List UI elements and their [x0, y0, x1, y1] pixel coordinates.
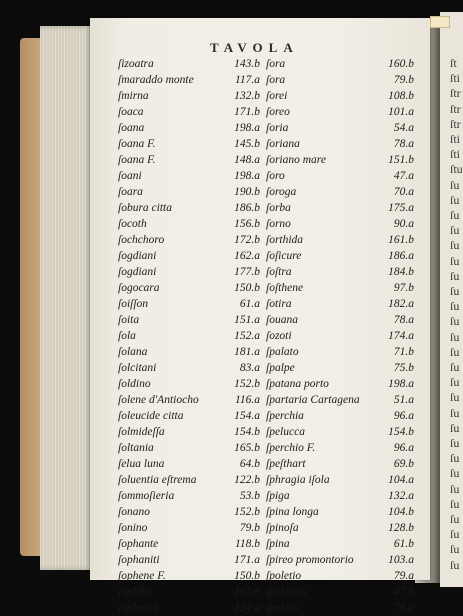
index-entry	[118, 120, 260, 136]
facing-page-text-fragment: ſu	[450, 299, 460, 314]
index-entry	[118, 360, 260, 376]
index-entry	[118, 584, 260, 600]
entry-reference: 182.a	[388, 298, 414, 310]
entry-reference: 64.b	[239, 458, 260, 470]
facing-page	[440, 12, 463, 587]
facing-page-text-fragment: ſu	[450, 451, 460, 466]
entry-name: ſpatana porto	[266, 378, 329, 390]
entry-name: ſpiga	[266, 490, 290, 502]
entry-reference: 83.a	[239, 362, 260, 374]
entry-reference: 171.b	[234, 106, 260, 118]
entry-name: ſouana	[266, 314, 298, 326]
index-entry	[118, 184, 260, 200]
entry-name: ſpalato	[266, 346, 299, 358]
entry-reference: 150.b	[234, 570, 260, 582]
index-entry	[118, 520, 260, 536]
facing-page-text-fragment: ſt	[450, 56, 457, 70]
entry-reference: 104.a	[388, 474, 414, 486]
entry-reference: 154.b	[388, 426, 414, 438]
index-entry	[118, 152, 260, 168]
index-entry	[266, 504, 414, 520]
facing-page-text-fragment: ſu	[450, 420, 460, 435]
index-entry	[118, 232, 260, 248]
facing-page-text-fragment: ſu	[450, 192, 460, 207]
entry-name: ſorthida	[266, 234, 304, 246]
entry-name: ſogocara	[118, 282, 160, 294]
entry-name: ſommoſieria	[118, 490, 175, 502]
entry-reference: 75.b	[393, 362, 414, 374]
facing-page-text-fragment: ſti	[450, 71, 461, 86]
entry-reference: 118.b	[234, 538, 260, 550]
index-entry	[266, 568, 414, 584]
index-entry	[266, 408, 414, 424]
entry-name: ſoana	[118, 122, 145, 134]
index-entry	[118, 168, 260, 184]
index-entry	[118, 408, 260, 424]
facing-page-text-fragment: ſu	[450, 208, 460, 222]
facing-page-text-fragment: ſu	[450, 238, 460, 253]
entry-reference: 116.a	[234, 394, 260, 406]
entry-reference: 152.b	[234, 506, 260, 518]
facing-page-text-fragment: ſtr	[450, 101, 461, 116]
entry-name: ſotira	[266, 298, 292, 310]
entry-reference: 132.a	[388, 490, 414, 502]
entry-name: ſoara	[118, 186, 143, 198]
index-entry	[266, 72, 414, 88]
facing-page-text-fragment: ſu	[450, 329, 460, 344]
index-entry	[266, 88, 414, 104]
entry-name: ſpoletio	[266, 570, 302, 582]
index-entry	[266, 216, 414, 232]
entry-name: ſonano	[118, 506, 150, 518]
entry-reference: 174.a	[388, 330, 414, 342]
facing-page-text-fragment: ſtr	[450, 116, 461, 131]
entry-name: ſoita	[118, 314, 140, 326]
index-entry	[118, 56, 260, 72]
entry-name: ſola	[118, 330, 136, 342]
entry-reference: 108.b	[388, 90, 414, 102]
entry-reference: 79.b	[239, 522, 260, 534]
entry-reference: 161.b	[388, 234, 414, 246]
index-entry	[118, 504, 260, 520]
entry-name: ſpartaria Cartagena	[266, 394, 360, 406]
facing-page-text-fragment: ſu	[450, 481, 460, 496]
index-entry	[118, 88, 260, 104]
index-entry	[266, 56, 414, 72]
entry-name: ſmirna	[118, 90, 149, 102]
entry-reference: 151.a	[234, 314, 260, 326]
index-column-right	[266, 56, 414, 616]
index-entry	[266, 456, 414, 472]
entry-name: ſophucci	[118, 602, 158, 614]
entry-reference: 132.b	[234, 90, 260, 102]
entry-name: ſoria	[266, 122, 289, 134]
index-entry	[118, 552, 260, 568]
entry-name: ſpalpe	[266, 362, 295, 374]
entry-name: ſoaca	[118, 106, 144, 118]
entry-reference: 184.b	[388, 266, 414, 278]
entry-reference: 145.b	[234, 138, 260, 150]
entry-reference: 190.b	[234, 186, 260, 198]
entry-reference: 154.b	[234, 426, 260, 438]
index-entry	[266, 184, 414, 200]
entry-name: ſphragia iſola	[266, 474, 330, 486]
entry-reference: 167.b	[234, 586, 260, 598]
index-entry	[118, 72, 260, 88]
entry-name: ſophtha	[118, 586, 154, 598]
entry-name: ſoſthene	[266, 282, 304, 294]
index-entry	[266, 376, 414, 392]
entry-name: ſpina longa	[266, 506, 319, 518]
index-entry	[118, 424, 260, 440]
facing-page-text-fragment: ſu	[450, 314, 460, 329]
index-entry	[266, 424, 414, 440]
entry-name: ſpinoſa	[266, 522, 299, 534]
entry-name: ſoltania	[118, 442, 154, 454]
facing-page-text-fragment: ſu	[450, 512, 460, 526]
entry-name: ſolene d'Antiocho	[118, 394, 199, 406]
entry-name: ſoroga	[266, 186, 297, 198]
entry-name: ſorno	[266, 218, 291, 230]
entry-reference: 47.b	[393, 586, 414, 598]
index-entry	[118, 536, 260, 552]
index-entry	[266, 488, 414, 504]
entry-reference: 96.a	[393, 442, 414, 454]
entry-name: ſochchoro	[118, 234, 165, 246]
index-entry	[266, 200, 414, 216]
index-entry	[266, 280, 414, 296]
index-entry	[118, 392, 260, 408]
entry-reference: 90.a	[393, 218, 414, 230]
entry-name: ſpireo promontorio	[266, 554, 354, 566]
facing-page-text-fragment: ſu	[450, 436, 460, 450]
facing-page-text-fragment: ſti	[450, 132, 461, 146]
page-edges	[40, 26, 94, 570]
entry-name: ſoriano mare	[266, 154, 326, 166]
entry-reference: 151.b	[388, 154, 414, 166]
index-entry	[266, 296, 414, 312]
entry-name: ſorba	[266, 202, 291, 214]
entry-reference: 61.b	[393, 538, 414, 550]
index-entry	[118, 472, 260, 488]
index-entry	[118, 248, 260, 264]
index-entry	[118, 344, 260, 360]
entry-name: ſoſtra	[266, 266, 292, 278]
entry-name: ſophene F.	[118, 570, 166, 582]
index-entry	[266, 168, 414, 184]
entry-reference: 78.a	[393, 138, 414, 150]
entry-name: ſizoatra	[118, 58, 154, 70]
entry-name: ſolana	[118, 346, 148, 358]
entry-reference: 143.b	[234, 58, 260, 70]
entry-reference: 70.a	[393, 186, 414, 198]
index-entry	[118, 280, 260, 296]
entry-name: ſpoleto	[266, 602, 298, 614]
index-entry	[118, 488, 260, 504]
facing-page-text-fragment: ſu	[450, 375, 460, 390]
index-entry	[118, 440, 260, 456]
entry-reference: 54.a	[393, 122, 414, 134]
index-entry	[266, 120, 414, 136]
index-entry	[266, 472, 414, 488]
entry-name: ſpoletino	[266, 586, 307, 598]
entry-name: ſoſicure	[266, 250, 302, 262]
entry-name: ſpina	[266, 538, 290, 550]
entry-reference: 172.b	[234, 234, 260, 246]
facing-page-text-fragment: ſu	[450, 284, 460, 298]
facing-page-text-fragment: ſu	[450, 390, 460, 405]
entry-reference: 103.a	[388, 554, 414, 566]
facing-page-text-fragment: ſu	[450, 527, 460, 542]
entry-reference: 181.a	[234, 346, 260, 358]
entry-reference: 198.a	[234, 122, 260, 134]
facing-page-text-fragment: ſtr	[450, 86, 461, 101]
entry-name: ſoldino	[118, 378, 151, 390]
facing-page-text-fragment: ſu	[450, 466, 460, 481]
entry-reference: 47.a	[393, 170, 414, 182]
index-entry	[266, 584, 414, 600]
entry-name: ſoriana	[266, 138, 300, 150]
entry-name: ſpeſthart	[266, 458, 306, 470]
index-entry	[118, 312, 260, 328]
entry-name: ſozoti	[266, 330, 292, 342]
entry-name: ſoluentia eſtrema	[118, 474, 197, 486]
entry-name: ſolmideſſa	[118, 426, 165, 438]
facing-page-text-fragment: ſu	[450, 177, 460, 192]
facing-page-text-fragment: ſu	[450, 344, 460, 359]
facing-page-text-fragment: ſu	[450, 223, 460, 238]
entry-reference: 117.a	[234, 74, 260, 86]
entry-reference: 124.a	[234, 602, 260, 614]
index-entry	[266, 136, 414, 152]
entry-name: ſoreo	[266, 106, 290, 118]
entry-reference: 79.a	[393, 602, 414, 614]
entry-reference: 71.b	[393, 346, 414, 358]
entry-reference: 154.a	[234, 410, 260, 422]
entry-name: ſogdiani	[118, 266, 157, 278]
facing-page-text-fragment: ſu	[450, 405, 460, 420]
entry-reference: 148.a	[234, 154, 260, 166]
facing-page-text-fragment: ſu	[450, 253, 460, 268]
entry-name: ſoleucide citta	[118, 410, 184, 422]
entry-reference: 177.b	[234, 266, 260, 278]
entry-name: ſocoth	[118, 218, 147, 230]
entry-name: ſonino	[118, 522, 148, 534]
entry-reference: 104.b	[388, 506, 414, 518]
entry-reference: 171.a	[234, 554, 260, 566]
page-tab-marker	[430, 16, 450, 28]
entry-reference: 101.a	[388, 106, 414, 118]
entry-name: ſelua luna	[118, 458, 165, 470]
entry-name: ſoiſſon	[118, 298, 149, 310]
index-entry	[266, 232, 414, 248]
index-entry	[266, 536, 414, 552]
entry-reference: 128.b	[388, 522, 414, 534]
entry-name: ſorei	[266, 90, 288, 102]
index-entry	[118, 376, 260, 392]
facing-page-text-fragment: ſu	[450, 557, 460, 572]
facing-page-text-fragment: ſu	[450, 268, 460, 283]
index-entry	[118, 200, 260, 216]
entry-reference: 79.a	[393, 570, 414, 582]
index-entry	[266, 312, 414, 328]
index-entry	[118, 104, 260, 120]
index-entry	[266, 392, 414, 408]
index-entry	[118, 136, 260, 152]
index-entry	[118, 456, 260, 472]
entry-name: ſmaraddo monte	[118, 74, 194, 86]
index-column-left	[118, 56, 260, 616]
index-entry	[266, 344, 414, 360]
entry-reference: 53.b	[239, 490, 260, 502]
entry-name: ſpelucca	[266, 426, 305, 438]
index-entry	[118, 264, 260, 280]
index-entry	[118, 296, 260, 312]
entry-reference: 198.a	[234, 170, 260, 182]
entry-name: ſobura citta	[118, 202, 172, 214]
facing-page-text-fragment: ſtu	[450, 162, 463, 177]
entry-name: ſophaniti	[118, 554, 160, 566]
facing-page-text-fragment: ſu	[450, 496, 460, 511]
entry-reference: 186.a	[388, 250, 414, 262]
index-entry	[266, 520, 414, 536]
entry-reference: 156.b	[234, 218, 260, 230]
entry-reference: 162.a	[234, 250, 260, 262]
entry-name: ſoana F.	[118, 138, 156, 150]
index-entry	[266, 248, 414, 264]
facing-page-text-fragment: ſu	[450, 360, 460, 374]
index-entry	[118, 600, 260, 616]
index-entry	[266, 600, 414, 616]
entry-reference: 165.b	[234, 442, 260, 454]
entry-name: ſperchio F.	[266, 442, 316, 454]
entry-reference: 96.a	[393, 410, 414, 422]
entry-name: ſophante	[118, 538, 159, 550]
entry-name: ſolcitani	[118, 362, 157, 374]
entry-name: ſoro	[266, 170, 285, 182]
entry-name: ſora	[266, 58, 286, 70]
entry-name: ſogdiani	[118, 250, 157, 262]
entry-reference: 186.b	[234, 202, 260, 214]
index-entry	[266, 152, 414, 168]
entry-reference: 122.b	[234, 474, 260, 486]
index-entry	[266, 104, 414, 120]
facing-page-text-fragment: ſti	[450, 147, 461, 162]
entry-reference: 175.a	[388, 202, 414, 214]
entry-reference: 152.b	[234, 378, 260, 390]
entry-reference: 150.b	[234, 282, 260, 294]
entry-reference: 51.a	[393, 394, 414, 406]
entry-reference: 78.a	[393, 314, 414, 326]
index-entry	[266, 360, 414, 376]
index-entry	[118, 568, 260, 584]
entry-name: ſperchia	[266, 410, 304, 422]
running-head: TAVOLA	[210, 40, 299, 55]
entry-reference: 97.b	[393, 282, 414, 294]
entry-reference: 198.a	[388, 378, 414, 390]
index-entry	[118, 328, 260, 344]
index-entry	[266, 440, 414, 456]
entry-name: ſora	[266, 74, 286, 86]
entry-name: ſoana F.	[118, 154, 156, 166]
index-entry	[266, 264, 414, 280]
entry-name: ſoani	[118, 170, 142, 182]
index-entry	[266, 328, 414, 344]
entry-reference: 61.a	[239, 298, 260, 310]
entry-reference: 160.b	[388, 58, 414, 70]
entry-reference: 69.b	[393, 458, 414, 470]
index-entry	[266, 552, 414, 568]
entry-reference: 152.a	[234, 330, 260, 342]
index-entry	[118, 216, 260, 232]
entry-reference: 79.b	[393, 74, 414, 86]
facing-page-text-fragment: ſu	[450, 542, 460, 557]
